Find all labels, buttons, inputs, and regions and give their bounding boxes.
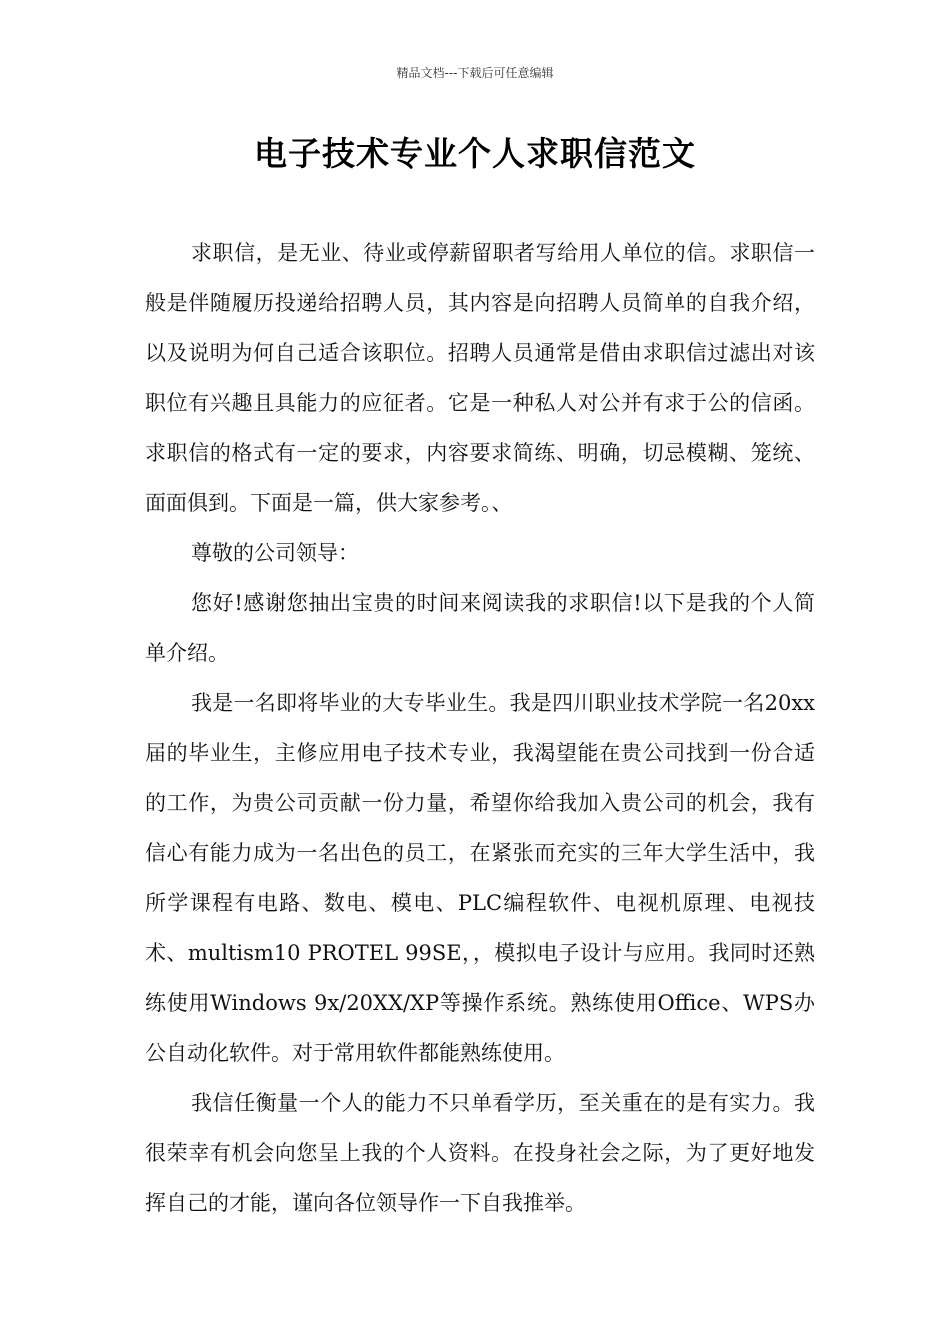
document-header-note: 精品文档---下载后可任意编辑	[396, 66, 554, 80]
page-title: 电子技术专业个人求职信范文	[254, 134, 696, 173]
paragraph-greeting: 您好!感谢您抽出宝贵的时间来阅读我的求职信!以下是我的个人简单介绍。	[145, 591, 815, 665]
paragraph-recommendation: 我信任衡量一个人的能力不只单看学历，至关重在的是有实力。我很荣幸有机会向您呈上我的个人资料。在投身社会之际，为了更好地发挥自己的才能，谨向各位领导作一下自我推举。	[145, 1091, 815, 1215]
document-body	[145, 228, 815, 1228]
paragraph-intro: 求职信，是无业、待业或停薪留职者写给用人单位的信。求职信一般是伴随履历投递给招聘人员，其内容是向招聘人员简单的自我介绍，以及说明为何自己适合该职位。招聘人员通常是借由求职信过滤出对该职位有兴趣且具能力的应征者。它是一种私人对公并有求于公的信函。求职信的格式有一定的要求，内容要求简练、明确，切忌模糊、笼统、面面俱到。下面是一篇，供大家参考。、	[145, 241, 815, 515]
paragraph-salutation: 尊敬的公司领导：	[191, 541, 359, 565]
paragraph-self-introduction: 我是一名即将毕业的大专毕业生。我是四川职业技术学院一名20xx届的毕业生，主修应用电子技术专业，我渴望能在贵公司找到一份合适的工作，为贵公司贡献一份力量，希望你给我加入贵公司的机会，我有信心有能力成为一名出色的员工，在紧张而充实的三年大学生活中，我所学课程有电路、数电、模电、PLC编程软件、电视机原理、电视技术、multism10 PROTEL 99SE，，模拟电子设计与应用。我同时还熟练使用Windows 9x/20XX/XP等操作系统。熟练使用Office、WPS办公自动化软件。对于常用软件都能熟练使用。	[145, 691, 815, 1065]
